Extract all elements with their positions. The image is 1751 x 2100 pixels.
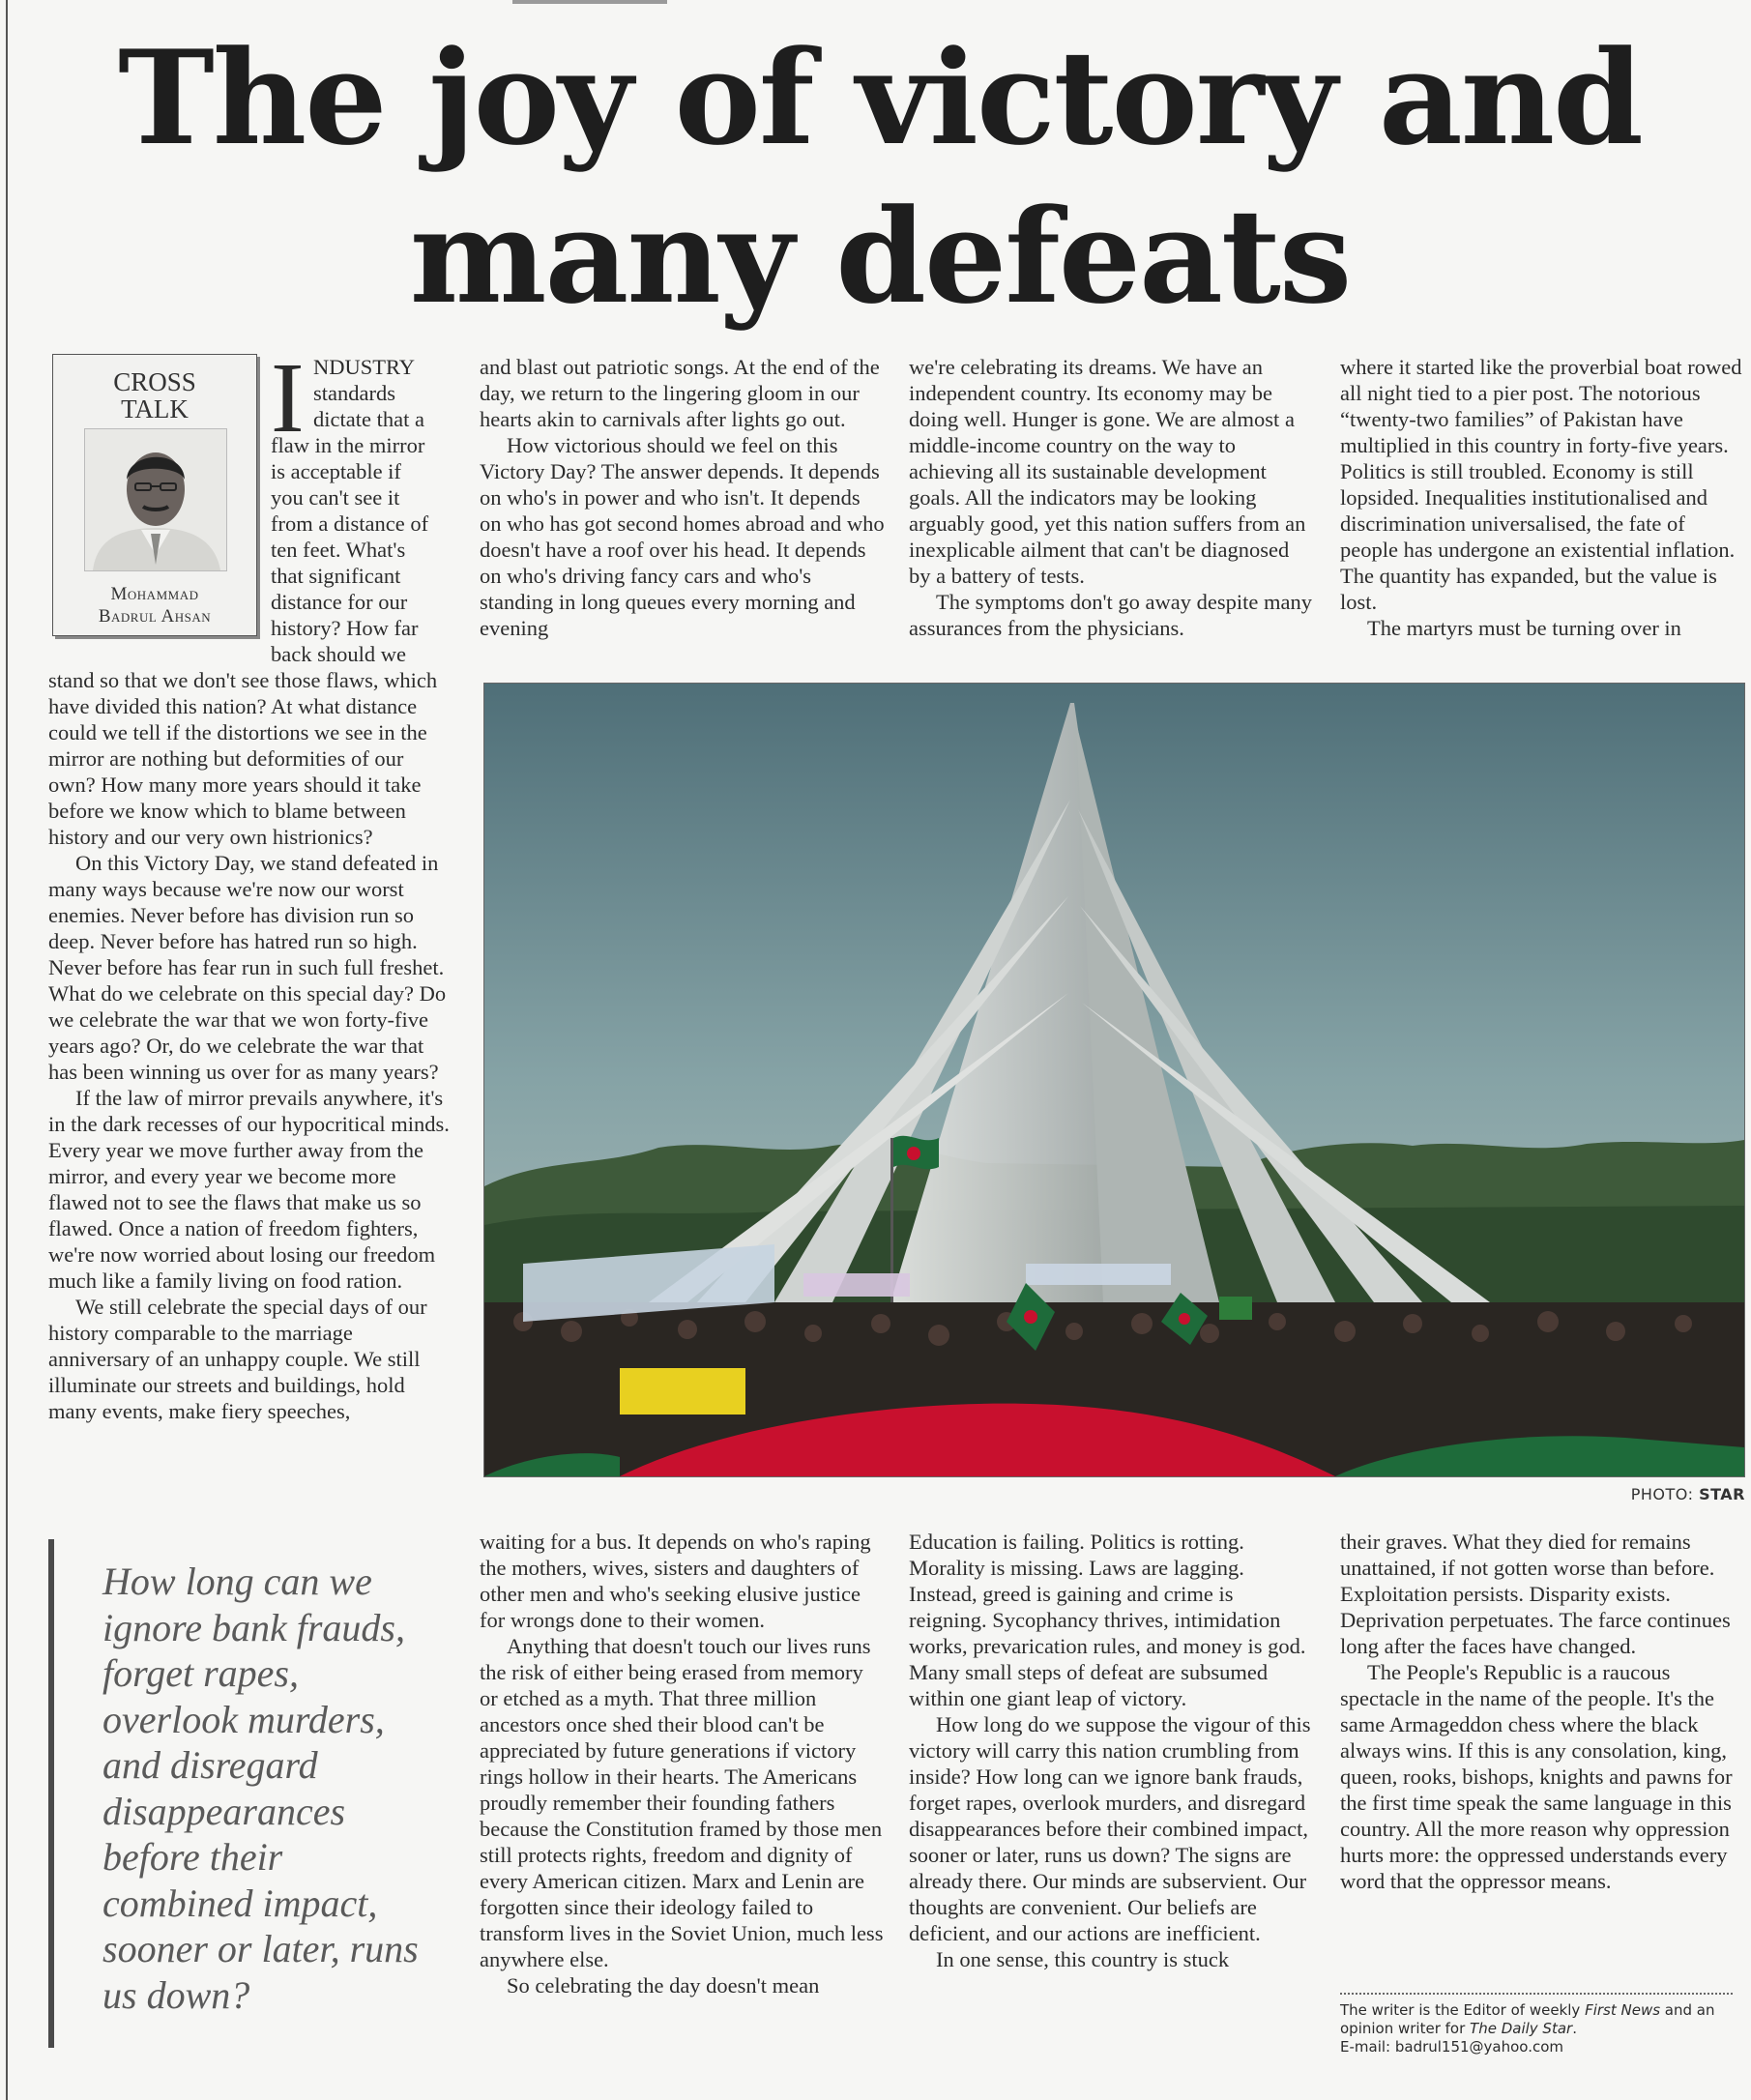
headline-line-1: The joy of victory and: [118, 21, 1642, 174]
pull-quote-bar: [48, 1539, 54, 2048]
column-3-top: [909, 354, 1315, 641]
intro-line: from a distance of: [271, 511, 429, 536]
pull-quote: How long can we ignore bank frauds, forget rapes, overlook murders, and disregard disappearances before their combined impact, sooner or later, runs us down?: [102, 1560, 419, 2017]
paragraph: In one sense, this country is stuck: [936, 1947, 1230, 1971]
publication-name: The Daily Star: [1470, 2020, 1573, 2037]
column-3-bottom: [909, 1529, 1315, 1972]
author-portrait-image: [85, 429, 226, 570]
paragraph: If the law of mirror prevails anywhere, it's in the dark recesses of our hypocritical minds. Every year we move further away from the mirror, and every year we become more flawed not to see the flaws that make us so flawed. Once a nation of freedom fighters, we're now worried about losing our freedom much like a family living on food ration.: [48, 1086, 450, 1293]
column-4-bottom: [1340, 1529, 1746, 1894]
footnote-text: .: [1572, 2020, 1577, 2037]
paragraph: We still celebrate the special days of our history comparable to the marriage anniversary of an unhappy couple. We still illuminate our streets and buildings, hold many events, make fiery speeches,: [48, 1295, 427, 1423]
intro-line: standards: [313, 381, 395, 405]
photo-credit-source: STAR: [1699, 1485, 1745, 1503]
intro-line: ten feet. What's: [271, 538, 406, 562]
drop-cap: I: [271, 342, 305, 453]
footnote-text: opinion writer for: [1340, 2020, 1471, 2037]
footnote-divider: [1340, 1993, 1733, 1995]
memorial-photo-image: [484, 684, 1744, 1476]
column-1-intro: [271, 342, 454, 667]
paragraph: and blast out patriotic songs. At the end of the day, we return to the lingering gloom in our hearts akin to carnivals after lights go out.: [480, 355, 880, 431]
intro-line: back should we: [271, 642, 406, 666]
intro-line: dictate that a: [313, 407, 424, 431]
paragraph: we're celebrating its dreams. We have an independent country. Its economy may be doing well. Hunger is gone. We are almost a middle-income country on the way to achieving all its sustainable development goals. All the indicators may be looking arguably good, yet this nation suffers from an inexplicable ailment that can't be diagnosed by a battery of tests.: [909, 355, 1306, 588]
paragraph: Education is failing. Politics is rotting. Morality is missing. Laws are lagging. Instead, greed is gaining and crime is reigning. Sycophancy thrives, intimidation works, prevarication rules, and money is god. Many small steps of defeat are subsumed within one giant leap of victory.: [909, 1530, 1306, 1710]
intro-line: you can't see it: [271, 485, 400, 510]
intro-line: distance for our: [271, 590, 408, 614]
intro-line: that significant: [271, 564, 401, 588]
intro-line: history? How far: [271, 616, 419, 640]
author-email[interactable]: E-mail: badrul151@yahoo.com: [1340, 2038, 1564, 2056]
footnote-line-2: [1340, 2020, 1746, 2038]
paragraph: How long do we suppose the vigour of this victory will carry this nation crumbling from inside? How long can we ignore bank frauds, forget rapes, overlook murders, and disregard disappearances before their combined impact, sooner or later, runs us down? The signs are already there. Our minds are subservient. Our thoughts are convenient. Our beliefs are deficient, and our actions are inefficient.: [909, 1712, 1311, 1945]
photo-credit-label: PHOTO:: [1630, 1485, 1694, 1503]
author-portrait: [84, 428, 227, 571]
paragraph: waiting for a bus. It depends on who's raping the mothers, wives, sisters and daughters of other men and who's seeking elusive justice for wrongs done to their women.: [480, 1530, 871, 1632]
author-first-name: Mohammad: [110, 584, 199, 604]
photo-credit: [1631, 1485, 1745, 1503]
paragraph: The symptoms don't go away despite many assurances from the physicians.: [909, 590, 1312, 640]
column-2-top: [480, 354, 886, 641]
column-label: [53, 368, 256, 423]
author-footnote: [1340, 2001, 1746, 2056]
footnote-line-1: [1340, 2001, 1746, 2020]
cross-talk-box: [52, 354, 257, 636]
column-1-body: [48, 667, 454, 1424]
column-4-top: [1340, 354, 1746, 641]
author-byline: [53, 583, 256, 627]
paragraph: their graves. What they died for remains unattained, if not gotten worse than before. Exploitation persists. Disparity exists. Deprivation perpetuates. The farce continues long after the faces have changed.: [1340, 1530, 1731, 1658]
paragraph: How victorious should we feel on this Victory Day? The answer depends. It depends on who's in power and who isn't. It depends on who has got second homes abroad and who doesn't have a roof over his head. It depends on who's driving fancy cars and who's standing in long queues every morning and evening: [480, 433, 885, 640]
paragraph: On this Victory Day, we stand defeated in many ways because we're now our worst enemies. Never before has division run so deep. Never before has hatred run so high. Never before has fear run in such full freshet. What do we celebrate on this special day? Do we celebrate the war that we won forty-five years ago? Or, do we celebrate the war that has been winning us over for as many years?: [48, 851, 447, 1084]
paragraph: where it started like the proverbial boat rowed all night tied to a pier post. The notorious “twenty-two families” of Pakistan have multiplied in this country in forty-five years. Politics is still troubled. Economy is still lopsided. Inequalities institutionalised and discrimination universalised, the fate of people has undergone an existential inflation. The quantity has expanded, but the value is lost.: [1340, 355, 1742, 614]
author-last-name: Badrul Ahsan: [98, 606, 212, 627]
footnote-text: and an: [1660, 2001, 1715, 2019]
publication-name: First News: [1585, 2001, 1661, 2019]
column-2-bottom: [480, 1529, 886, 1998]
paragraph: Anything that doesn't touch our lives runs the risk of either being erased from memory or etched as a myth. That three million ancestors once shed their blood can't be appreciated by future generations if victory rings hollow in their hearts. The Americans proudly remember their founding fathers because the Constitution framed by those men still protects rights, freedom and dignity of every American citizen. Marx and Lenin are forgotten since their ideology failed to transform lives in the Soviet Union, much less anywhere else.: [480, 1634, 884, 1971]
intro-line: is acceptable if: [271, 459, 401, 483]
footnote-text: The writer is the Editor of weekly: [1340, 2001, 1586, 2019]
headline-line-2: many defeats: [409, 180, 1351, 333]
left-border-rule: [6, 0, 8, 2100]
column-label-line-1: CROSS: [113, 367, 196, 396]
intro-line: flaw in the mirror: [271, 433, 425, 457]
memorial-photo: [483, 683, 1745, 1477]
paragraph: The People's Republic is a raucous spectacle in the name of the people. It's the same Armageddon chess where the black always wins. If this is any consolation, king, queen, rooks, bishops, knights and pawns for the first time speak the same language in this country. All the more reason why oppression hurts more: the oppressed understands every word that the oppressor means.: [1340, 1660, 1733, 1893]
paragraph: The martyrs must be turning over in: [1367, 616, 1681, 640]
column-label-line-2: TALK: [121, 394, 189, 423]
intro-line: NDUSTRY: [313, 355, 416, 379]
paragraph: So celebrating the day doesn't mean: [507, 1973, 820, 1998]
top-edge-mark: [512, 0, 667, 4]
paragraph: stand so that we don't see those flaws, which have divided this nation? At what distance could we tell if the distortions we see in the mirror are nothing but deformities of our own? How many more years should it take before we know which to blame between history and our very own histrionics?: [48, 668, 438, 849]
